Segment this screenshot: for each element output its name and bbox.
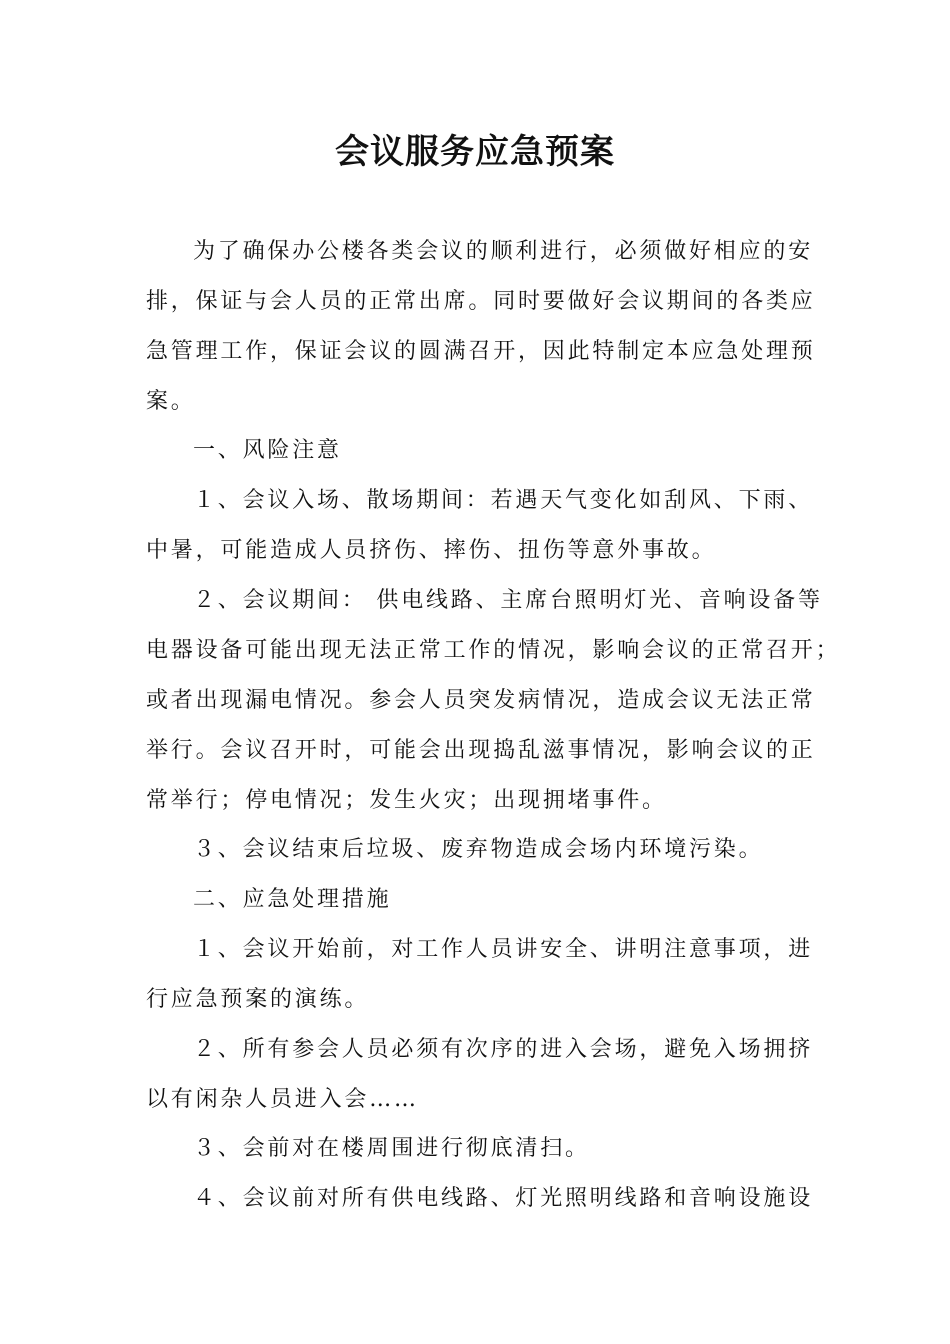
section-heading: 二、应急处理措施 xyxy=(193,887,392,912)
section-heading: 一、风险注意 xyxy=(193,438,342,463)
paragraph-line: ２、会议期间： 供电线路、主席台照明灯光、音响设备等 xyxy=(193,588,823,613)
paragraph-line: ３、会前对在楼周围进行彻底清扫。 xyxy=(193,1136,590,1161)
paragraph-line: 举行。会议召开时，可能会出现捣乱滋事情况，影响会议的正 xyxy=(146,738,816,763)
paragraph-line: 急管理工作，保证会议的圆满召开，因此特制定本应急处理预 xyxy=(146,339,816,364)
paragraph-line: 行应急预案的演练。 xyxy=(146,987,370,1012)
paragraph-line: 电器设备可能出现无法正常工作的情况，影响会议的正常召开； xyxy=(146,638,841,663)
paragraph-line: ３、会议结束后垃圾、废弃物造成会场内环境污染。 xyxy=(193,837,764,862)
paragraph-line: 中暑，可能造成人员挤伤、摔伤、扭伤等意外事故。 xyxy=(146,538,717,563)
paragraph-line: 常举行；停电情况；发生火灾；出现拥堵事件。 xyxy=(146,788,667,813)
paragraph-line: 为了确保办公楼各类会议的顺利进行，必须做好相应的安 xyxy=(193,239,814,264)
paragraph-line: １、会议开始前，对工作人员讲安全、讲明注意事项，进 xyxy=(193,937,814,962)
paragraph-line: 排，保证与会人员的正常出席。同时要做好会议期间的各类应 xyxy=(146,289,816,314)
document-title: 会议服务应急预案 xyxy=(335,132,615,172)
paragraph-line: 案。 xyxy=(146,389,196,414)
paragraph-line: 以有闲杂人员进入会…… xyxy=(146,1087,419,1112)
paragraph-line: １、会议入场、散场期间：若遇天气变化如刮风、下雨、 xyxy=(193,488,814,513)
paragraph-line: ２、所有参会人员必须有次序的进入会场，避免入场拥挤 xyxy=(193,1037,814,1062)
paragraph-line: ４、会议前对所有供电线路、灯光照明线路和音响设施设 xyxy=(193,1186,814,1211)
paragraph-line: 或者出现漏电情况。参会人员突发病情况，造成会议无法正常 xyxy=(146,688,816,713)
